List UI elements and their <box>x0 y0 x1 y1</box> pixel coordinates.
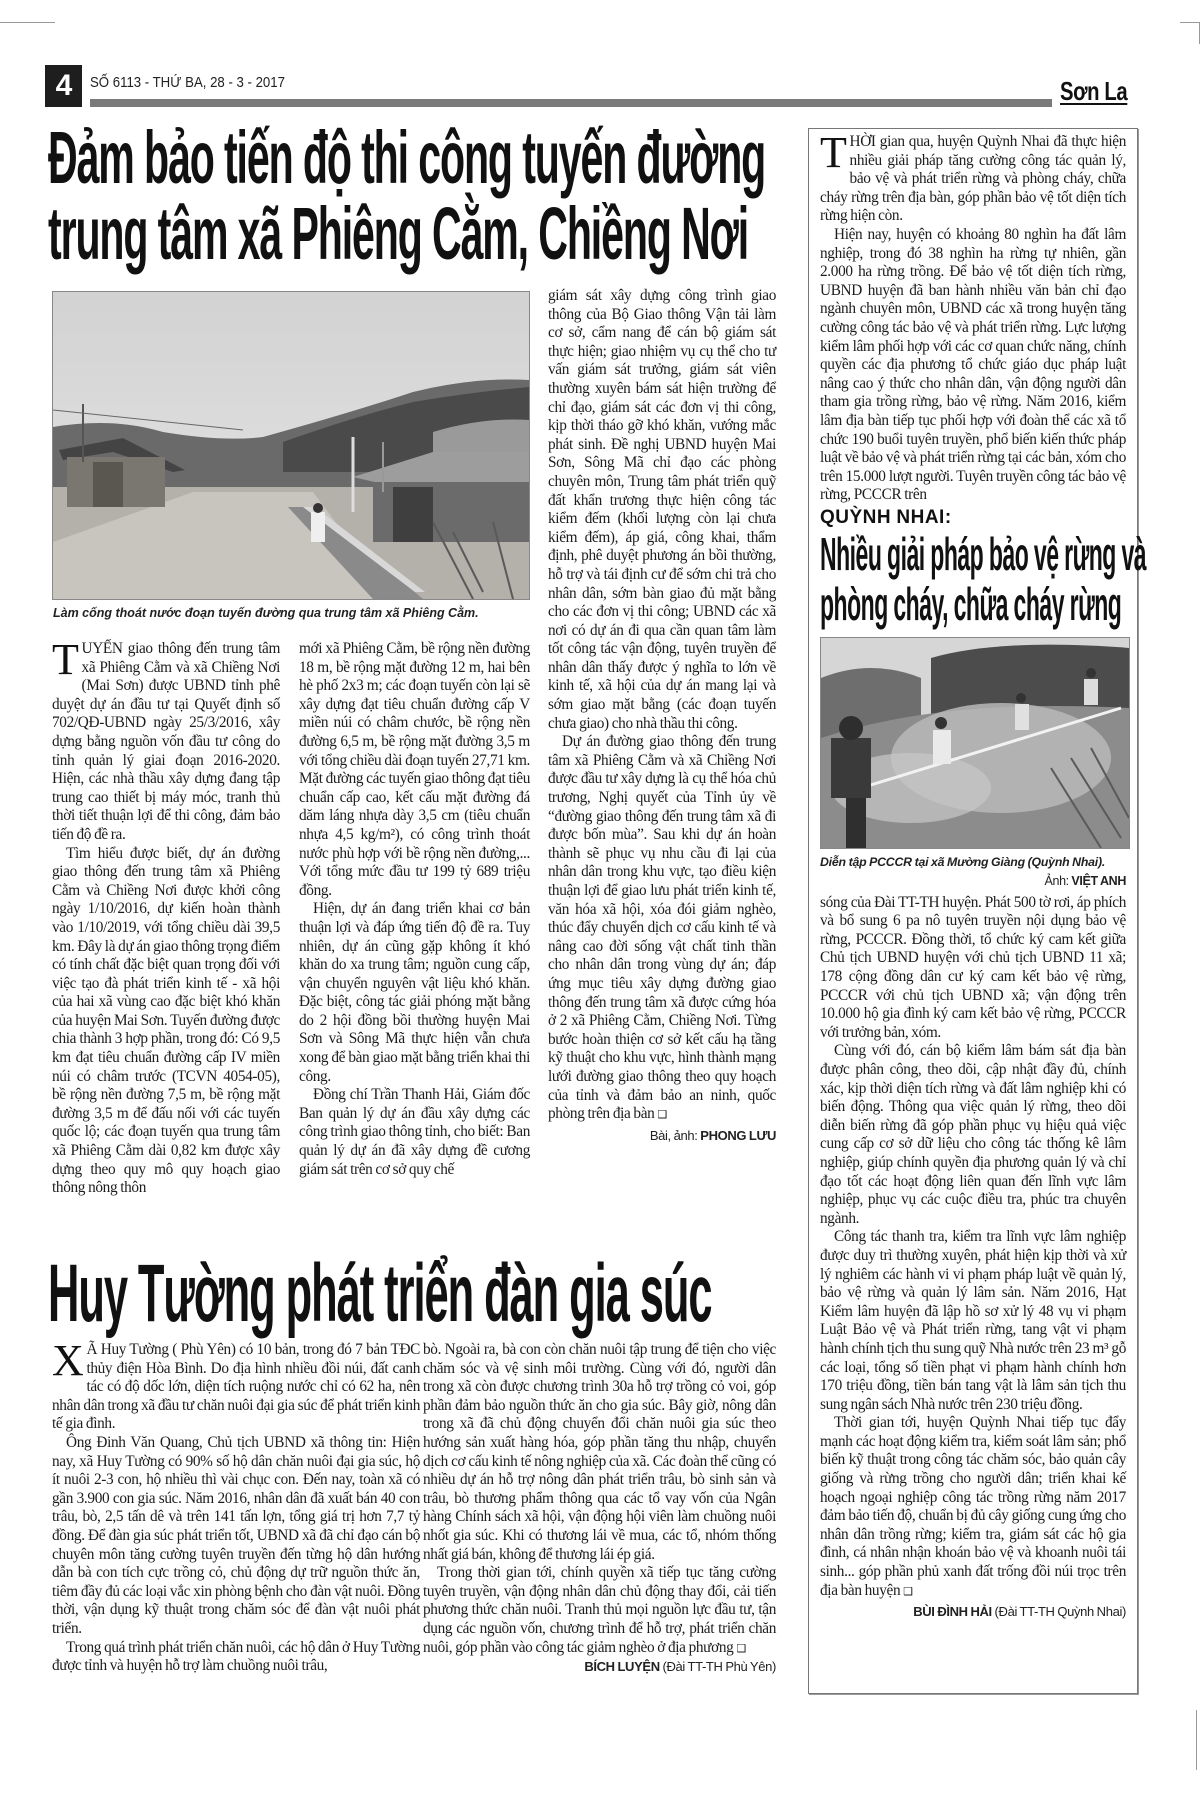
article1-paragraph: Đồng chí Trần Thanh Hải, Giám đốc Ban quản lý dự án đầu xây dựng các công trình giao thông tỉnh, cho biết: Ban quản lý dự án đã xây dựng đề cương giám sát trên cơ sở quy chế <box>299 1086 530 1178</box>
issue-date-line: SỐ 6113 - THỨ BA, 28 - 3 - 2017 <box>90 74 285 91</box>
article1-photo-caption: Làm cống thoát nước đoạn tuyến đường qua trung tâm xã Phiêng Cằm. <box>53 606 479 620</box>
article1-dropcap: T <box>52 635 79 684</box>
end-mark-icon: ❑ <box>657 1108 667 1122</box>
article1-paragraph: Tìm hiểu được biết, dự án đường giao thông đến trung tâm xã Phiêng Cằm và Chiềng Nơi được khởi công ngày 1/10/2016, dự kiến hoàn thành vào 1/10/2019, với tổng chiều dài 39,5 km. Đây là dự án giao thông trọng điểm có tính chất đặc biệt quan trọng đối với việc tạo đà phát triển kinh tế - xã hội của hai xã vùng cao đặc biệt khó khăn của huyện Mai Sơn. Tuyến đường được chia thành 3 hợp phần, trong đó: Có 9,5 km đạt tiêu chuẩn đường cấp IV miền núi có châm trước (TCVN 4054-05), bề rộng nền đường 7,5 m, bề rộng mặt đường 3,5 m để đấu nối với các tuyến quốc lộ; các đoạn tuyến qua trung tâm xã Phiêng Cằm dài 0,82 km được xây dựng theo quy mô quy hoạch giao thông nông thôn <box>52 844 280 1197</box>
sidebar-photo-fire-drill <box>820 637 1130 849</box>
article1-column-2 <box>299 640 530 1179</box>
crop-mark <box>1196 1710 1197 1770</box>
article2-author: BÍCH LUYỆN <box>584 1659 660 1675</box>
article1-paragraph: giám sát xây dựng công trình giao thông của Bộ Giao thông Vận tải làm cơ sở, cẩm nang để cán bộ giám sát thực hiện; giao nhiệm vụ cụ thể cho tư vấn giám sát trưởng, giám sát viên thường xuyên bám sát hiện trường để chỉ đạo, giám sát các đơn vị thi công, kịp thời tháo gỡ khó khăn, vướng mắc phát sinh. Đề nghị UBND huyện Mai Sơn, Sông Mã chỉ đạo các phòng chuyên môn, Trung tâm phát triển quỹ đất khẩn trương thực hiện công tác kiểm đếm (khối lượng còn lại chưa kiểm đếm), áp giá, công khai, thẩm định, phê duyệt phương án bồi thường, hỗ trợ và tái định cư để sớm chi trả cho nhân dân, sớm bàn giao đủ mặt bằng cho các đơn vị thi công; UBND các xã nơi có dự án đi qua cần quan tâm làm tốt công tác vận động, tuyên truyền để nhân dân thấy được ý nghĩa to lớn về kinh tế, xã hội của dự án mang lại và sớm giao mặt bằng (các đoạn tuyến chưa giao) cho nhà thầu thi công. <box>548 287 776 732</box>
sidebar-paragraph: Cùng với đó, cán bộ kiểm lâm bám sát địa bàn được phân công, theo dõi, cập nhật đầy đủ, chính xác, kịp thời diện tích rừng và đất lâm nghiệp khi có biến động. Thông qua việc quản lý rừng, theo dõi diễn biến rừng đã góp phần phục vụ hiệu quả việc cung cấp cơ sở dữ liệu cho công tác thống kê lâm nghiệp, giúp chính quyền địa phương quản lý và chỉ đạo tốt các hoạt động liên quan đến lĩnh vực lâm nghiệp, phục vụ các cuộc điều tra, phúc tra chuyên ngành. <box>820 1042 1126 1227</box>
article2-headline: Huy Tường phát triển đàn gia súc <box>48 1248 712 1339</box>
end-mark-icon: ❑ <box>903 1584 913 1598</box>
article1-column-3 <box>548 287 776 1145</box>
article1-paragraph: Dự án đường giao thông đến trung tâm xã Phiêng Cằm và xã Chiềng Nơi được đầu tư xây dựng là cụ thể hóa chủ trương, Nghị quyết của Tỉnh ủy về “đường giao thông đến trung tâm xã đi được bốn mùa”. Sau khi dự án hoàn thành sẽ phục vụ nhu cầu đi lại của nhân dân trong khu vực, tạo điều kiện thuận lợi để giao lưu phát triển kinh tế, văn hóa xã hội, xóa đói giảm nghèo, thúc đẩy chuyển dịch cơ cấu kinh tế và nâng cao đời sống vật chất tinh thần cho nhân dân trong vùng dự án; đáp ứng mục tiêu xây dựng đường giao thông đến trung tâm xã được cứng hóa ở 2 xã Phiêng Cằm, Chiềng Nơi. Từng bước hoàn thiện cơ sở kết cấu hạ tầng kỹ thuật cho khu vực, hình thành mạng lưới đường giao thông theo quy hoạch của tỉnh và đảm bảo an ninh, quốc phòng trên địa bàn ❑ <box>548 733 776 1123</box>
header-rule <box>90 99 1052 107</box>
article2-column-2 <box>423 1341 776 1677</box>
article1-paragraph: TUYẾN giao thông đến trung tâm xã Phiêng Cằm và xã Chiềng Nơi (Mai Sơn) được UBND tỉnh phê duyệt dự án đầu tư tại Quyết định số 702/QĐ-UBND ngày 25/3/2016, xây dựng bằng nguồn vốn đầu tư công do tỉnh quản lý giai đoạn 2016-2020. Hiện, các nhà thầu xây dựng đang tập trung cao thiết bị máy móc, tranh thủ thời tiết thuận lợi để thi công, đảm bảo tiến độ đề ra. <box>52 635 280 843</box>
crop-mark <box>1180 22 1200 23</box>
sidebar-author: BÙI ĐÌNH HẢI <box>913 1604 992 1620</box>
sidebar-photo-caption: Diễn tập PCCCR tại xã Mường Giàng (Quỳnh Nhai). <box>820 855 1106 870</box>
sidebar-paragraph: sóng của Đài TT-TH huyện. Phát 500 tờ rơi, áp phích và bổ sung 6 pa nô tuyên truyền nội dụng bảo vệ rừng, PCCCR. Đồng thời, tổ chức ký cam kết giữa Chủ tịch UBND huyện với chủ tịch UBND 11 xã; 178 cộng đồng dân cư ký cam kết bảo vệ rừng, PCCCR với chủ tịch UBND xã; vận động trên 10.000 hộ gia đình ký cam kết bảo vệ rừng, PCCCR với trưởng bản, xóm. <box>820 893 1126 1041</box>
article2-dropcap: X <box>52 1336 84 1385</box>
article1-byline: Bài, ảnh: PHONG LƯU <box>649 1127 776 1143</box>
sidebar-paragraph: THỜI gian qua, huyện Quỳnh Nhai đã thực hiện nhiều giải pháp tăng cường công tác quản lý, bảo vệ và phát triển rừng và phòng cháy, chữa cháy rừng trên địa bàn, góp phần bảo vệ tốt diện tích rừng hiện còn. <box>820 128 1126 225</box>
sidebar-dropcap: T <box>820 128 847 177</box>
article2-paragraph: bò. Ngoài ra, bà con còn chăn nuôi tập trung để tiện cho việc chăm sóc và vệ sinh môi trường. Cùng với đó, người dân trong xã còn được chương trình 30a hỗ trợ trồng cỏ voi, góp phần đảm bảo nguồn thức ăn cho gia súc. Bây giờ, nông dân trong xã đã chủ động chuyển đổi chăn nuôi gia súc theo hướng sản xuất hàng hóa, góp phần tăng thu nhập, chuyển dịch cơ cấu kinh tế nông nghiệp của xã. Các đoàn thể cũng có nhiều dự án hỗ trợ nông dân phát triển trâu, bò sinh sản và trâu, bò thương phẩm thông qua các tổ vay vốn của Ngân hàng Chính sách xã hội, vận động hội viên làm chuồng nuôi nhốt gia súc. Khi có thương lái về mua, các tổ, nhóm thống nhất giá bán, không để thương lái ép giá. <box>423 1341 776 1563</box>
sidebar-photo-author: VIỆT ANH <box>1071 874 1126 889</box>
end-mark-icon: ❑ <box>736 1641 746 1655</box>
article1-paragraph: Hiện, dự án đang triển khai cơ bản thuận lợi và đáp ứng tiến độ đề ra. Tuy nhiên, dự án cũng gặp không ít khó khăn do xa trung tâm; nguồn cung cấp, vận chuyển nguyên vật liệu khó khăn. Đặc biệt, công tác giải phóng mặt bằng do 2 hội đồng bồi thường huyện Mai Sơn và Sông Mã thực hiện vẫn chưa xong để bàn giao mặt bằng triển khai thi công. <box>299 900 530 1085</box>
sidebar-content <box>820 128 1147 1622</box>
article2-paragraph: Trong quá trình phát triển chăn nuôi, các hộ dân ở Huy Tường được tỉnh và huyện hỗ trợ làm chuồng nuôi trâu, <box>52 1638 420 1675</box>
page-number: 4 <box>45 65 82 107</box>
article1-headline-line1: Đảm bảo tiến độ thi công tuyến đường <box>48 116 766 199</box>
sidebar-paragraph: Công tác thanh tra, kiểm tra lĩnh vực lâm nghiệp được duy trì thường xuyên, phát hiện kịp thời và xử lý nghiêm các hành vi vi phạm pháp luật về quản lý, bảo vệ rừng và quản lý lâm sản. Năm 2016, Hạt Kiểm lâm huyện đã lập hồ sơ xử lý 48 vụ vi phạm Luật Bảo vệ và Phát triển rừng, tang vật vi phạm hành chính tịch thu sung quỹ Nhà nước trên 23 m³ gỗ các loại, tổng số tiền phạt vi phạm hành chính hơn 170 triệu đồng, tiền bán tang vật là lâm sản tịch thu sung ngân sách Nhà nước trên 230 triệu đồng. <box>820 1228 1126 1413</box>
sidebar-paragraph: Thời gian tới, huyện Quỳnh Nhai tiếp tục đẩy mạnh các hoạt động kiểm tra, kiểm soát lâm sản; phổ biến kỹ thuật trong công tác chăm sóc, bảo quản cây giống và rừng trồng cho người dân; triển khai kế hoạch ngoại nghiệp công tác trồng rừng năm 2017 đảm bảo tiến độ, chuẩn bị đủ cây giống cung ứng cho nhân dân trồng rừng; kiểm tra, giám sát các hộ gia đình, cá nhân nhận khoán bảo vệ và khoanh nuôi tái sinh... góp phần phủ xanh đất trống đồi núi trọc trên địa bàn huyện ❑ <box>820 1414 1126 1599</box>
article2-byline: BÍCH LUYỆN (Đài TT-TH Phù Yên) <box>584 1659 776 1675</box>
article1-column-1 <box>52 635 280 1198</box>
article1-author: PHONG LƯU <box>700 1127 776 1143</box>
sidebar-headline: Nhiều giải pháp bảo vệ rừng và phòng cháy, chữa cháy rừng <box>820 528 1147 631</box>
sidebar-kicker: QUỲNH NHAI: <box>820 506 952 528</box>
article1-photo-village-road <box>52 291 530 600</box>
article1-paragraph: mới xã Phiêng Cằm, bề rộng nền đường 18 m, bề rộng mặt đường 12 m, hai bên hè phố 2x3 m; các đoạn tuyến còn lại sẽ xây dựng đạt tiêu chuẩn đường cấp V miền núi có châm chước, bề rộng nền đường 6,5 m, bề rộng mặt đường 3,5 m với tổng chiều dài đoạn tuyến 27,71 km. Mặt đường các tuyến giao thông đạt tiêu chuẩn cấp cao, kết cấu mặt đường đá dăm láng nhựa dày 3,5 cm (tiêu chuẩn nhựa 4,5 kg/m²), có công trình thoát nước phù hợp với bề rộng nền đường,... Với tổng mức đầu tư 199 tỷ 689 triệu đồng. <box>299 640 530 899</box>
section-name: Sơn La <box>1060 76 1128 106</box>
article2-paragraph: Trong thời gian tới, chính quyền xã tiếp tục tăng cường tuyên truyền, vận động nhân dân chủ động thay đổi, cải tiến phương thức chăn nuôi. Tranh thủ mọi nguồn lực đầu tư, tận dụng các nguồn vốn, chương trình để hỗ trợ, phát triển chăn nuôi, góp phần vào công tác giảm nghèo ở địa phương ❑ BÍCH LUYỆN (Đài TT-TH Phù Yên) <box>423 1564 776 1658</box>
article2-paragraph: Ông Đinh Văn Quang, Chủ tịch UBND xã thông tin: Hiện nay, xã Huy Tường có 90% số hộ dân chăn nuôi đại gia súc, hộ ít nuôi 2-3 con, hộ nhiều thì vài chục con. Đến nay, toàn xã có gần 3.900 con gia súc. Năm 2016, nhân dân đã xuất bán 40 con trâu, bò, 2,5 tấn dê và trên 141 tấn lợn, tổng giá trị hơn 7,7 tỷ đồng. Để đàn gia súc phát triển tốt, UBND xã đã chỉ đạo cán bộ chuyên môn tăng cường tuyên truyền đến từng hộ dân hướng dẫn bà con tích cực trồng cỏ, chủ động dự trữ nguồn thức ăn, tiêm đầy đủ các loại vắc xin phòng bệnh cho đàn vật nuôi. Đồng thời, vận dụng kỹ thuật trong chăm sóc để đàn vật nuôi phát triển. <box>52 1433 420 1637</box>
sidebar-byline: BÙI ĐÌNH HẢI (Đài TT-TH Quỳnh Nhai) <box>913 1604 1126 1620</box>
article1-headline-line2: trung tâm xã Phiêng Cằm, Chiềng Nơi <box>48 192 749 275</box>
sidebar-photo-credit: Ảnh: VIỆT ANH <box>1044 874 1126 889</box>
crop-mark <box>0 22 55 23</box>
sidebar-paragraph: Hiện nay, huyện có khoảng 80 nghìn ha đất lâm nghiệp, trong đó 38 nghìn ha rừng tự nhiên, gần 2.000 ha rừng trồng. Để bảo vệ tốt diện tích rừng, UBND huyện đã ban hành nhiều văn bản chỉ đạo ngành chuyên môn, UBND các xã trong huyện tăng cường công tác bảo vệ và phát triển rừng. Lực lượng kiểm lâm phối hợp với các cơ quan chức năng, chính quyền các địa phương tổ chức giáo dục pháp luật nâng cao ý thức cho nhân dân, vận động người dân tham gia trồng rừng, bảo vệ rừng. Năm 2016, kiểm lâm địa bàn tiếp tục phối hợp với đoàn thể các xã tổ chức 190 buổi tuyên truyền, phổ biến kiến thức pháp luật về bảo vệ và phát triển rừng tại các bản, xóm cho trên 15.000 lượt người. Tuyên truyền công tác bảo vệ rừng, PCCCR trên <box>820 225 1126 504</box>
article2-column-1 <box>52 1336 420 1676</box>
article2-paragraph: X Ã Huy Tường ( Phù Yên) có 10 bản, trong đó 7 bản TĐC thủy điện Hòa Bình. Do địa hình nhiều đồi núi, đất canh tác có độ dốc lớn, diện tích ruộng nước chỉ có 62 ha, nên nhân dân trong xã đầu tư chăn nuôi đại gia súc để phát triển kinh tế gia đình. <box>52 1336 420 1433</box>
